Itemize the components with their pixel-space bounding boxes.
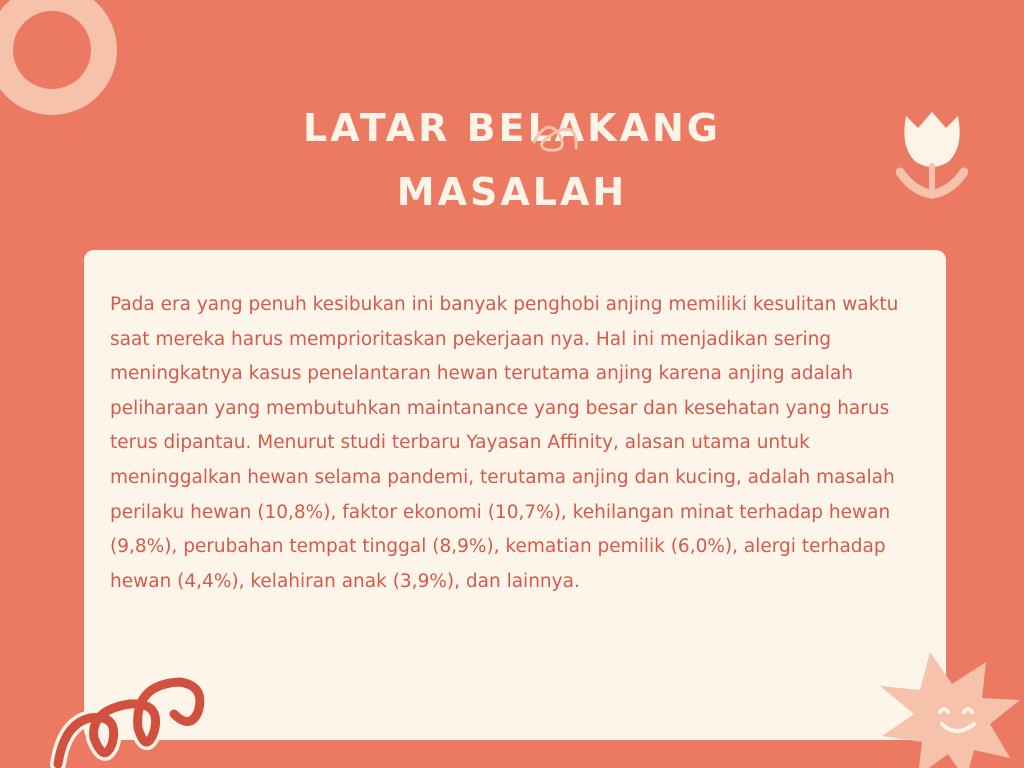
page-title bbox=[0, 96, 1024, 224]
title-line-1: LATAR BELAKANG bbox=[303, 106, 721, 150]
squiggle-icon bbox=[50, 664, 210, 768]
scribble-icon bbox=[528, 112, 584, 162]
title-line-2: MASALAH bbox=[396, 170, 628, 214]
background-paragraph: Pada era yang penuh kesibukan ini banyak penghobi anjing memiliki kesulitan waktu saat mereka harus memprioritaskan pekerjaan nya. Hal ini menjadikan sering meningkatnya kasus penelantaran hewan terutama anjing karena anjing adalah peliharaan yang membutuhkan maintanance yang besar dan kesehatan yang harus terus dipantau. Menurut studi terbaru Yayasan Affinity, alasan utama untuk meninggalkan hewan selama pandemi, terutama anjing dan kucing, adalah masalah perilaku hewan (10,8%), faktor ekonomi (10,7%), kehilangan minat terhadap hewan (9,8%), perubahan tempat tinggal (8,9%), kematian pemilik (6,0%), alergi terhadap hewan (4,4%), kelahiran anak (3,9%), dan lainnya. bbox=[110, 294, 899, 592]
smiling-star-icon bbox=[878, 640, 1024, 768]
